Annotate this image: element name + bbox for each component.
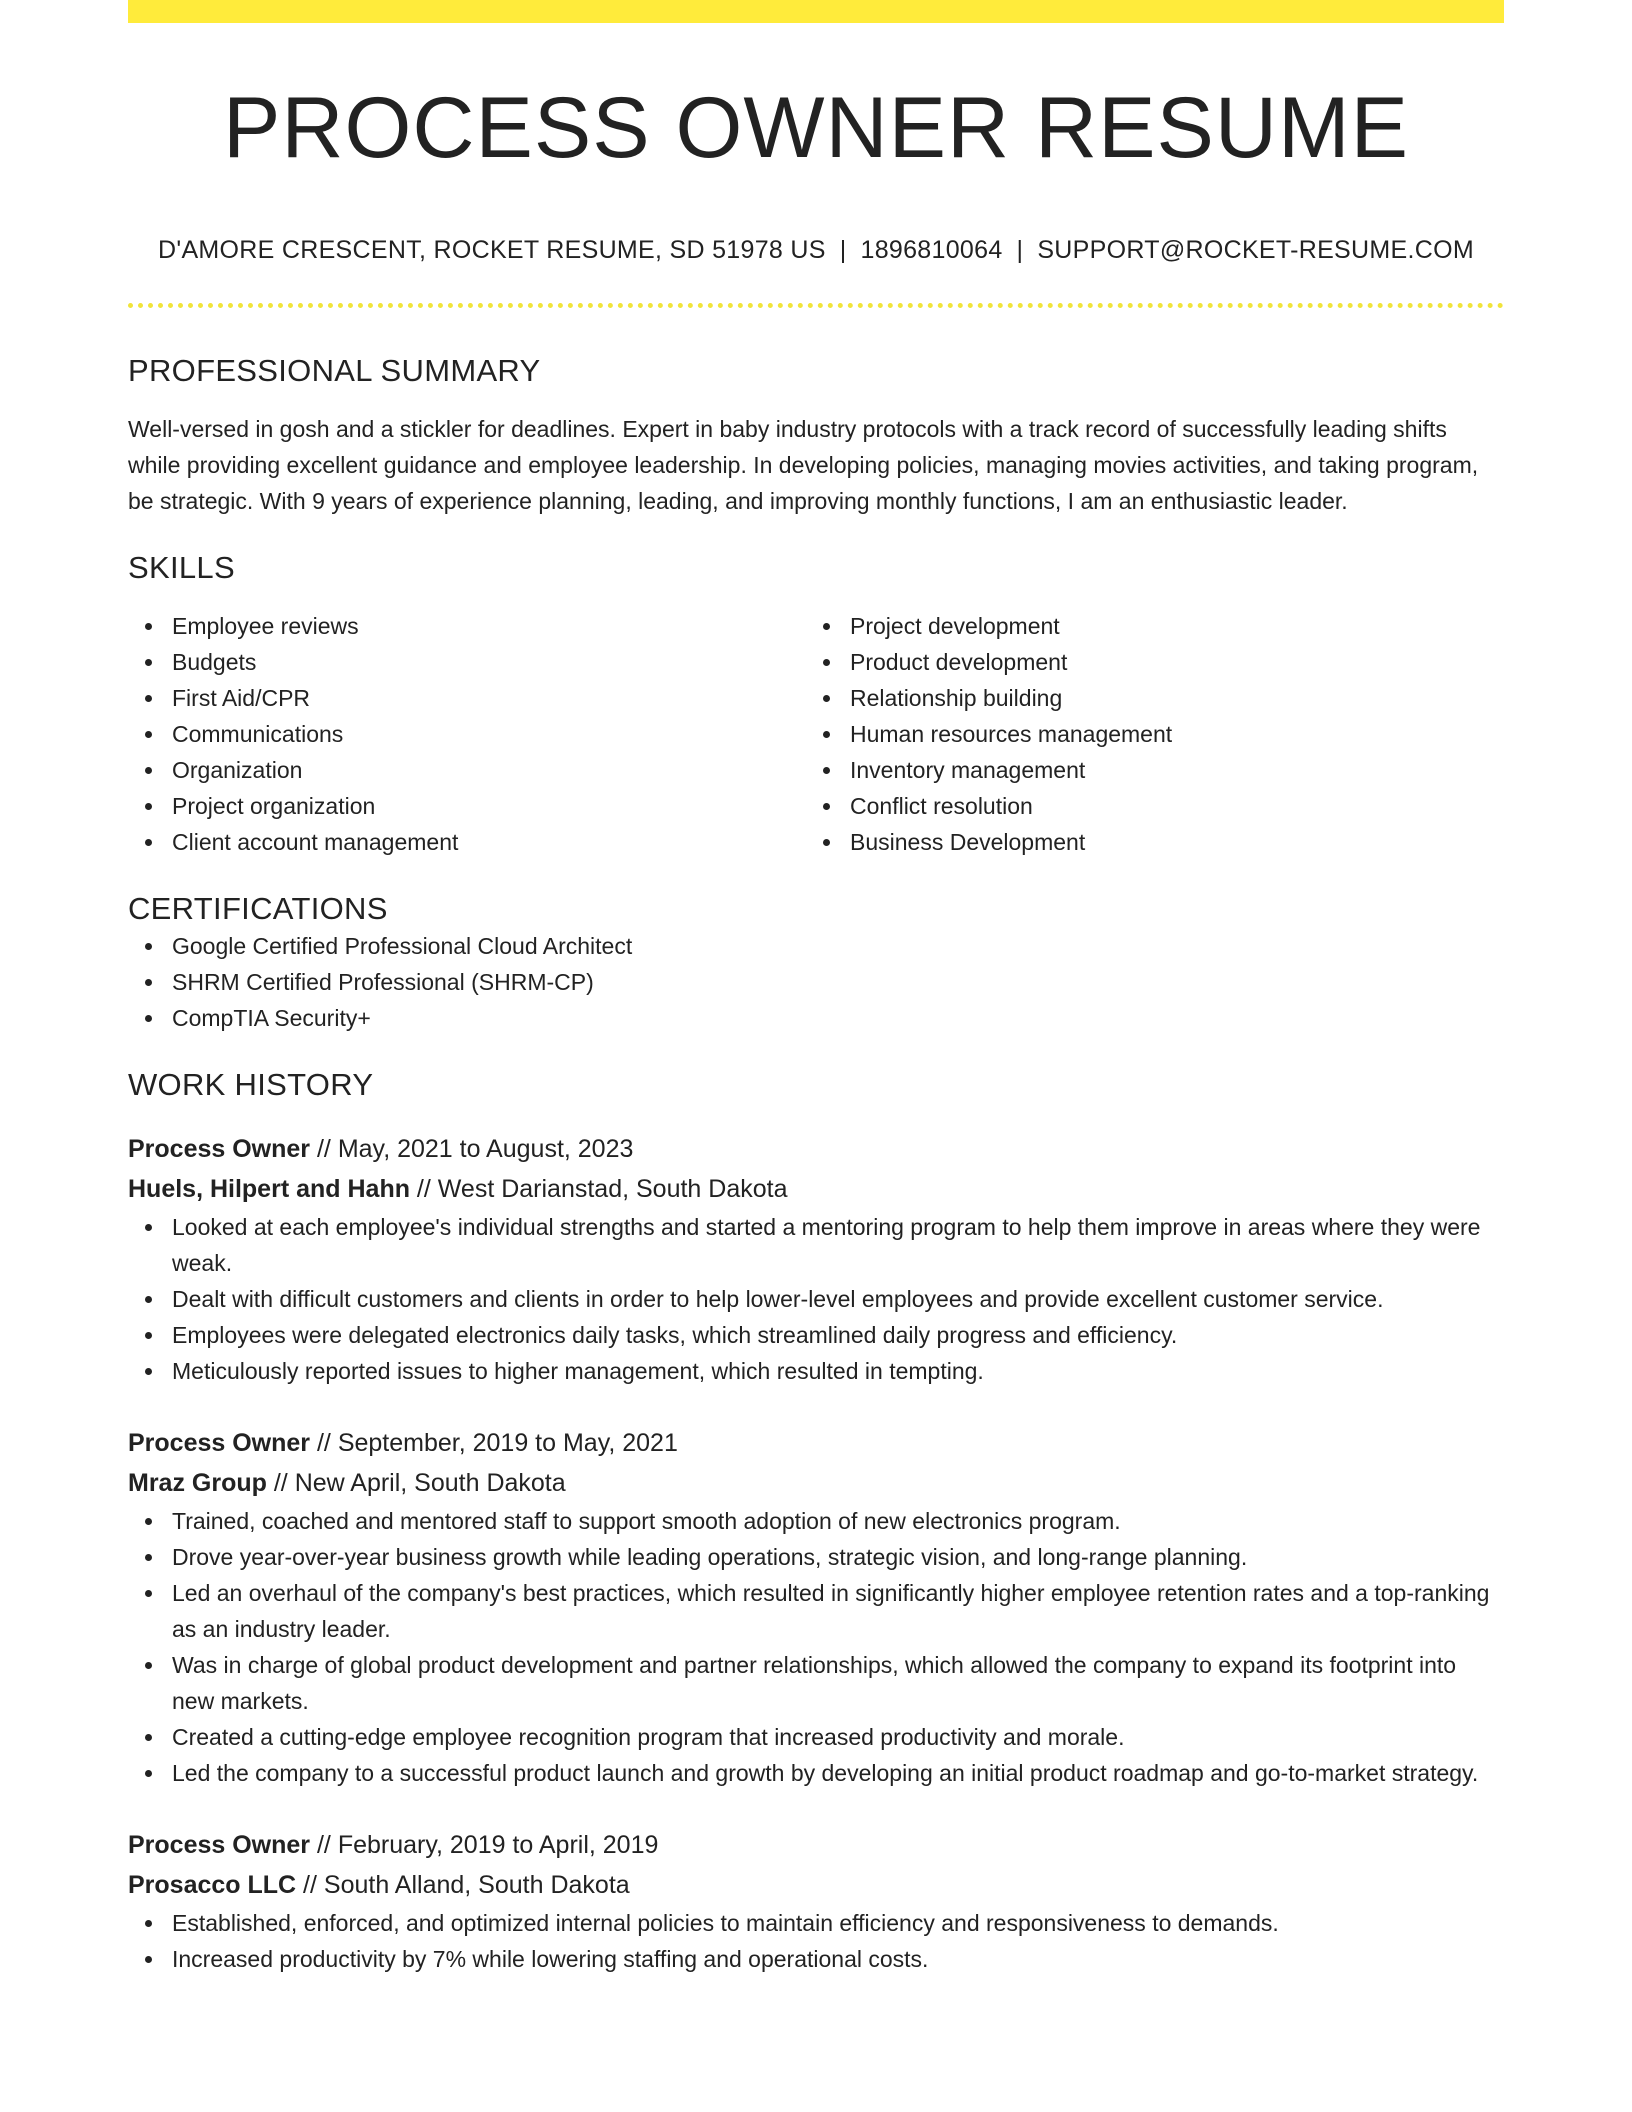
certification-item: Google Certified Professional Cloud Architect <box>128 928 1504 964</box>
summary-heading: PROFESSIONAL SUMMARY <box>128 353 541 388</box>
job-bullet: Drove year-over-year business growth while leading operations, strategic vision, and long-range planning. <box>128 1539 1504 1575</box>
skill-item: Project organization <box>128 788 806 824</box>
job-entry <box>128 1423 1504 1791</box>
skill-item: Budgets <box>128 644 806 680</box>
job-location: // West Darianstad, South Dakota <box>409 1174 788 1203</box>
summary-text: Well-versed in gosh and a stickler for deadlines. Expert in baby industry protocols with a track record of successfully leading shifts while providing excellent guidance and employee leadership. In developing policies, managing movies activities, and taking program, be strategic. With 9 years of experience planning, leading, and improving monthly functions, I am an enthusiastic leader. <box>128 416 1479 515</box>
skill-item: Relationship building <box>806 680 1484 716</box>
job-bullet: Established, enforced, and optimized internal policies to maintain efficiency and responsiveness to demands. <box>128 1905 1504 1941</box>
skill-item: Human resources management <box>806 716 1484 752</box>
job-bullet: Was in charge of global product development and partner relationships, which allowed the company to expand its footprint into new markets. <box>128 1647 1504 1719</box>
job-bullets <box>128 1209 1504 1389</box>
job-company: Mraz Group <box>128 1468 267 1497</box>
skill-item: Product development <box>806 644 1484 680</box>
job-bullets <box>128 1905 1504 1977</box>
skills-left-column <box>128 608 806 860</box>
job-bullet: Meticulously reported issues to higher management, which resulted in tempting. <box>128 1353 1504 1389</box>
certification-item: SHRM Certified Professional (SHRM-CP) <box>128 964 1504 1000</box>
header-divider <box>128 303 1504 308</box>
skills-heading: SKILLS <box>128 550 235 586</box>
job-bullet: Led the company to a successful product launch and growth by developing an initial product roadmap and go-to-market strategy. <box>128 1755 1504 1791</box>
resume-page <box>128 0 1504 1977</box>
certifications-heading: CERTIFICATIONS <box>128 891 388 927</box>
skill-item: Project development <box>806 608 1484 644</box>
contact-email: SUPPORT@ROCKET-RESUME.COM <box>1037 236 1474 264</box>
contact-line <box>128 235 1504 265</box>
skill-item: First Aid/CPR <box>128 680 806 716</box>
work-history-heading: WORK HISTORY <box>128 1066 374 1102</box>
job-bullet: Dealt with difficult customers and clients in order to help lower-level employees and provide excellent customer service. <box>128 1281 1504 1317</box>
resume-title: PROCESS OWNER RESUME <box>223 80 1409 176</box>
job-bullets <box>128 1503 1504 1791</box>
contact-address: D'AMORE CRESCENT, ROCKET RESUME, SD 51978 US <box>158 236 826 264</box>
skill-item: Communications <box>128 716 806 752</box>
certifications-list <box>128 928 1504 1036</box>
job-bullet: Employees were delegated electronics daily tasks, which streamlined daily progress and efficiency. <box>128 1317 1504 1353</box>
job-title: Process Owner <box>128 1428 311 1457</box>
accent-bar <box>128 0 1504 23</box>
job-bullet: Created a cutting-edge employee recognition program that increased productivity and morale. <box>128 1719 1504 1755</box>
job-bullet: Looked at each employee's individual strengths and started a mentoring program to help them improve in areas where they were weak. <box>128 1209 1504 1281</box>
job-title: Process Owner <box>128 1830 311 1859</box>
contact-separator: | <box>839 236 847 264</box>
job-bullet: Trained, coached and mentored staff to support smooth adoption of new electronics program. <box>128 1503 1504 1539</box>
certification-item: CompTIA Security+ <box>128 1000 1504 1036</box>
skill-item: Conflict resolution <box>806 788 1484 824</box>
skill-item: Business Development <box>806 824 1484 860</box>
skill-item: Organization <box>128 752 806 788</box>
job-dates: // February, 2019 to April, 2019 <box>310 1830 659 1859</box>
job-entry <box>128 1129 1504 1389</box>
job-bullet: Increased productivity by 7% while lowering staffing and operational costs. <box>128 1941 1504 1977</box>
contact-phone: 1896810064 <box>860 236 1003 264</box>
job-company: Huels, Hilpert and Hahn <box>128 1174 410 1203</box>
work-history-list <box>128 1129 1504 1977</box>
job-title-line <box>128 1825 1504 1865</box>
job-location: // New April, South Dakota <box>266 1468 566 1497</box>
job-title-line <box>128 1423 1504 1463</box>
job-title: Process Owner <box>128 1134 311 1163</box>
job-entry <box>128 1825 1504 1977</box>
job-company-line <box>128 1865 1504 1905</box>
skills-right-column <box>806 608 1484 860</box>
job-dates: // September, 2019 to May, 2021 <box>310 1428 678 1457</box>
job-title-line <box>128 1129 1504 1169</box>
skill-item: Inventory management <box>806 752 1484 788</box>
job-dates: // May, 2021 to August, 2023 <box>310 1134 634 1163</box>
skill-item: Employee reviews <box>128 608 806 644</box>
job-company-line <box>128 1169 1504 1209</box>
skills-grid <box>128 608 1504 860</box>
contact-separator: | <box>1016 236 1024 264</box>
job-company-line <box>128 1463 1504 1503</box>
job-bullet: Led an overhaul of the company's best practices, which resulted in significantly higher employee retention rates and a top-ranking as an industry leader. <box>128 1575 1504 1647</box>
job-company: Prosacco LLC <box>128 1870 297 1899</box>
skill-item: Client account management <box>128 824 806 860</box>
job-location: // South Alland, South Dakota <box>296 1870 630 1899</box>
